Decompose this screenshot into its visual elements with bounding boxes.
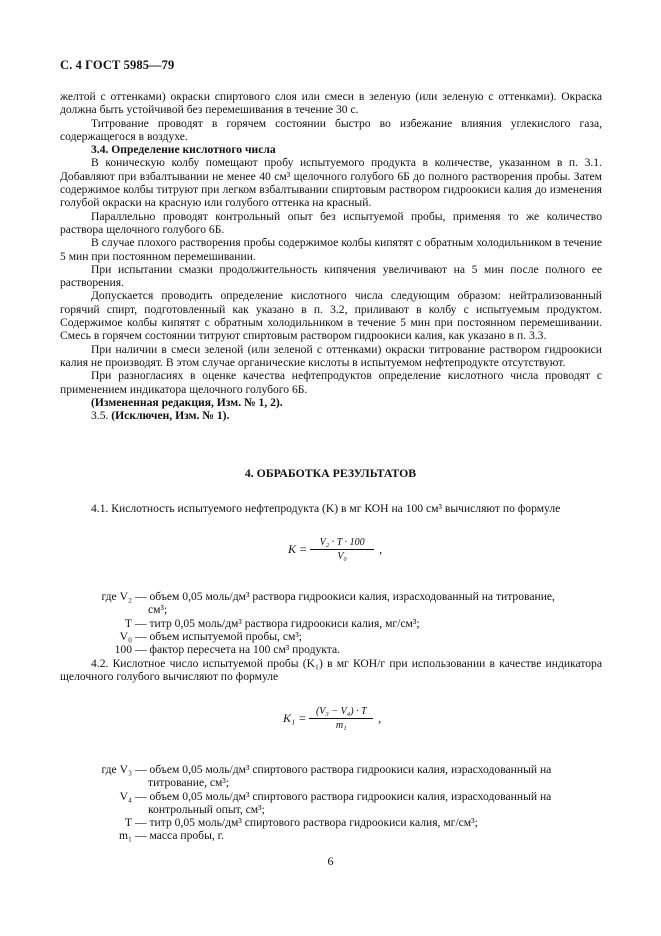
legend-text: — фактор пересчета на 100 см³ продукта. (135, 643, 341, 657)
fraction (310, 537, 374, 562)
paragraph: 4.2. Кислотное число испытуемой пробы (K₁) в мг КОН/г при использовании в качестве индикатора щелочного голубого вычисляют по формуле (60, 657, 602, 684)
legend-text: — титр 0,05 моль/дм³ раствора гидроокиси калия, мг/см³; (135, 616, 420, 630)
legend-row (80, 630, 602, 643)
legend-formula-2 (80, 763, 602, 843)
page-header: С. 4 ГОСТ 5985—79 (60, 58, 175, 72)
denominator: m₁ (309, 718, 373, 731)
fraction (309, 706, 373, 731)
numerator: (V₃ − V₄) · T (315, 706, 367, 717)
numerator: V₂ · T · 100 (319, 537, 365, 548)
legend-row (80, 829, 602, 842)
legend-text: — масса пробы, г. (135, 829, 225, 843)
formula-comma: , (378, 711, 382, 725)
legend-text-cont: см³; (148, 603, 168, 617)
legend-text: — объем 0,05 моль/дм³ раствора гидроокиси калия, израсходованный на титрование, (135, 590, 555, 603)
paragraph: В коническую колбу помещают пробу испытуемого продукта в количестве, указанном в п. 3.1. Добавляют при взбалтывании не менее 40 см³ щелочного голубого 6Б до полного растворения пробы. Затем содержимое колбы титруют при легком взбалтывании спиртовым раствором гидроокиси калия до изменения голубой окраски на красную или голубого оттенка на красный. (60, 156, 602, 210)
legend-row (80, 590, 602, 617)
subsection-3-5 (60, 409, 602, 422)
subsection-text: (Исключен, Изм. № 1). (111, 409, 230, 423)
paragraph: Титрование проводят в горячем состоянии быстро во избежание влияния углекислого газа, содержащегося в воздухе. (60, 116, 602, 143)
page-number: 6 (327, 854, 334, 868)
legend-text-cont: контрольный опыт, см³; (148, 802, 265, 816)
paragraph: В случае плохого растворения пробы содержимое колбы кипятят с обратным холодильником в течение 5 мин при постоянном перемешивании. (60, 236, 602, 263)
section-3-body (60, 90, 602, 422)
legend-symbol: T (124, 816, 132, 830)
legend-row (80, 617, 602, 630)
subsection-number: 3.5. (91, 409, 109, 423)
legend-row (80, 790, 602, 817)
legend-row (80, 763, 602, 790)
legend-symbol: где V₂ (101, 590, 132, 603)
legend-symbol: T (124, 616, 132, 630)
paragraph: При наличии в смеси зеленой (или зеленой с оттенками) окраски титрование раствором гидроокиси калия не производят. В этом случае органические кислоты в испытуемом нефтепродукте отсутствуют. (60, 342, 602, 369)
legend-text: — титр 0,05 моль/дм³ спиртового раствора гидроокиси калия, мг/см³; (135, 816, 478, 830)
denominator: V₀ (310, 549, 374, 562)
legend-text: — объем испытуемой пробы, см³; (135, 629, 303, 643)
paragraph: Параллельно проводят контрольный опыт без испытуемой пробы, применяя то же количество раствора щелочного голубого 6Б. (60, 209, 602, 236)
legend-row (80, 643, 602, 656)
formula-comma: , (379, 542, 383, 556)
paragraph: При разногласиях в оценке качества нефтепродуктов определение кислотного числа проводят с применением индикатора щелочного голубого 6Б. (60, 369, 602, 396)
legend-text: — объем 0,05 моль/дм³ спиртового раствора гидроокиси калия, израсходованный на (135, 789, 552, 803)
paragraph-4-1 (60, 502, 602, 515)
legend-symbol: где V₃ (101, 763, 132, 776)
paragraph: 4.1. Кислотность испытуемого нефтепродукта (K) в мг КОН на 100 см³ вычисляют по формуле (91, 502, 561, 515)
legend-row (80, 816, 602, 829)
formula-acidity (288, 537, 382, 562)
legend-symbol: V₄ (119, 789, 132, 803)
legend-text: — объем 0,05 моль/дм³ спиртового раствора гидроокиси калия, израсходованный на (135, 763, 552, 776)
paragraph: При испытании смазки продолжительность кипячения увеличивают на 5 мин после полного ее растворения. (60, 262, 602, 290)
amendment-note: (Измененная редакция, Изм. № 1, 2). (91, 395, 283, 409)
section-title: 4. ОБРАБОТКА РЕЗУЛЬТАТОВ (244, 466, 417, 480)
legend-formula-1 (80, 590, 602, 656)
legend-symbol: V₀ (119, 629, 132, 643)
legend-symbol: m₁ (118, 829, 132, 843)
formula-acid-number (283, 706, 381, 731)
paragraph-4-2 (60, 657, 602, 684)
formula-lhs: K = (288, 542, 308, 556)
paragraph: Допускается проводить определение кислотного числа следующим образом: нейтрализованный горячий спирт, подготовленный как указано в п. 3.2, приливают в колбу с испытуемым продуктом. Содержимое колбы кипятят с обратным холодильником в течение 5 мин при постоянном перемешивании. Смесь в горячем состоянии титруют спиртовым раствором гидроокиси калия, как указано в п. 3.3. (60, 289, 602, 343)
subsection-title: 3.4. Определение кислотного числа (91, 143, 276, 157)
formula-lhs: K₁ = (283, 711, 307, 725)
legend-symbol: 100 (114, 643, 132, 657)
paragraph: желтой с оттенками) окраски спиртового слоя или смеси в зеленую (или зеленую с оттенками). Окраска должна быть устойчивой без перемешивания в течение 30 с. (60, 90, 602, 117)
legend-text-cont: титрование, см³; (148, 776, 230, 790)
